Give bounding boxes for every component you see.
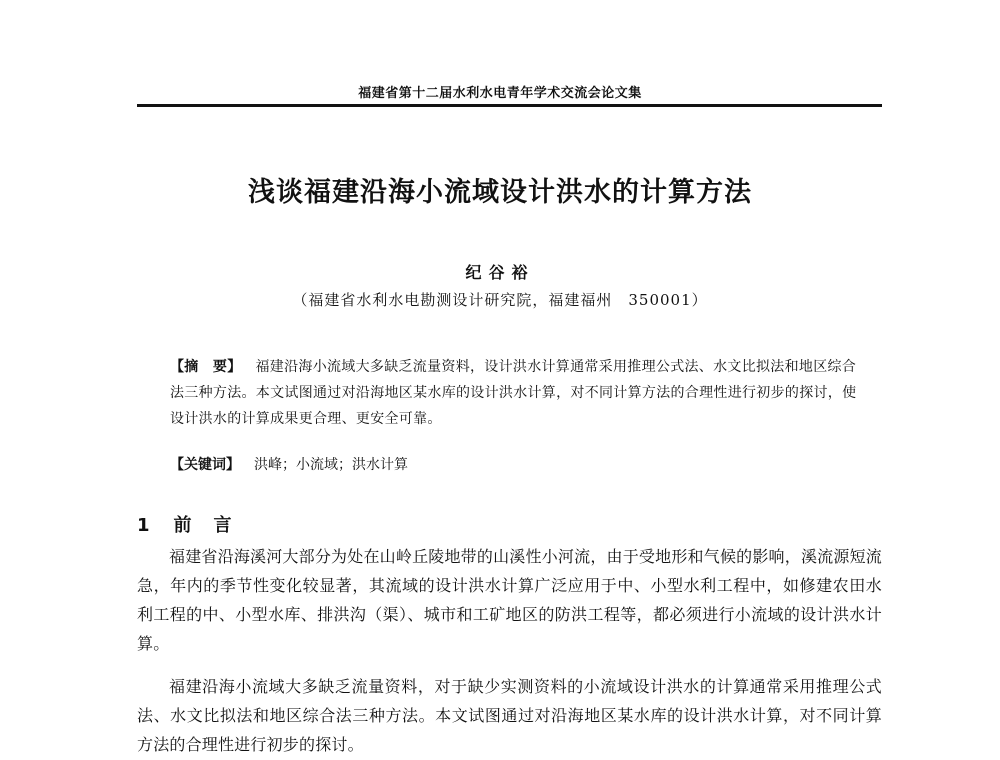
running-header: 福建省第十二届水利水电青年学术交流会论文集 [358, 86, 642, 101]
keywords-label: 【关键词】 [170, 457, 240, 473]
author-affiliation: （福建省水利水电勘测设计研究院，福建福州 350001） [292, 291, 708, 309]
author-name: 纪谷裕 [465, 263, 535, 282]
header-rule [137, 104, 882, 107]
section-number: 1 [137, 515, 152, 536]
body-paragraph: 福建沿海小流域大多缺乏流量资料，对于缺少实测资料的小流域设计洪水的计算通常采用推理公式法、水文比拟法和地区综合法三种方法。本文试图通过对沿海地区某水库的设计洪水计算，对不同计算方法的合理性进行初步的探讨。 [137, 677, 882, 754]
section-heading [137, 511, 234, 537]
keywords-text: 洪峰；小流域；洪水计算 [254, 457, 408, 473]
abstract-label: 【摘 要】 [170, 359, 242, 375]
abstract [170, 354, 860, 432]
body-paragraph: 福建省沿海溪河大部分为处在山岭丘陵地带的山溪性小河流，由于受地形和气候的影响，溪流源短流急，年内的季节性变化较显著，其流域的设计洪水计算广泛应用于中、小型水利工程中，如修建农田水利工程的中、小型水库、排洪沟（渠）、城市和工矿地区的防洪工程等，都必须进行小流域的设计洪水计算。 [137, 547, 882, 653]
keywords [170, 452, 860, 478]
abstract-text: 福建沿海小流域大多缺乏流量资料，设计洪水计算通常采用推理公式法、水文比拟法和地区综合法三种方法。本文试图通过对沿海地区某水库的设计洪水计算，对不同计算方法的合理性进行初步的探讨，使设计洪水的计算成果更合理、更安全可靠。 [170, 359, 857, 427]
paper-title: 浅谈福建沿海小流域设计洪水的计算方法 [248, 177, 752, 208]
section-title: 前 言 [173, 515, 234, 536]
